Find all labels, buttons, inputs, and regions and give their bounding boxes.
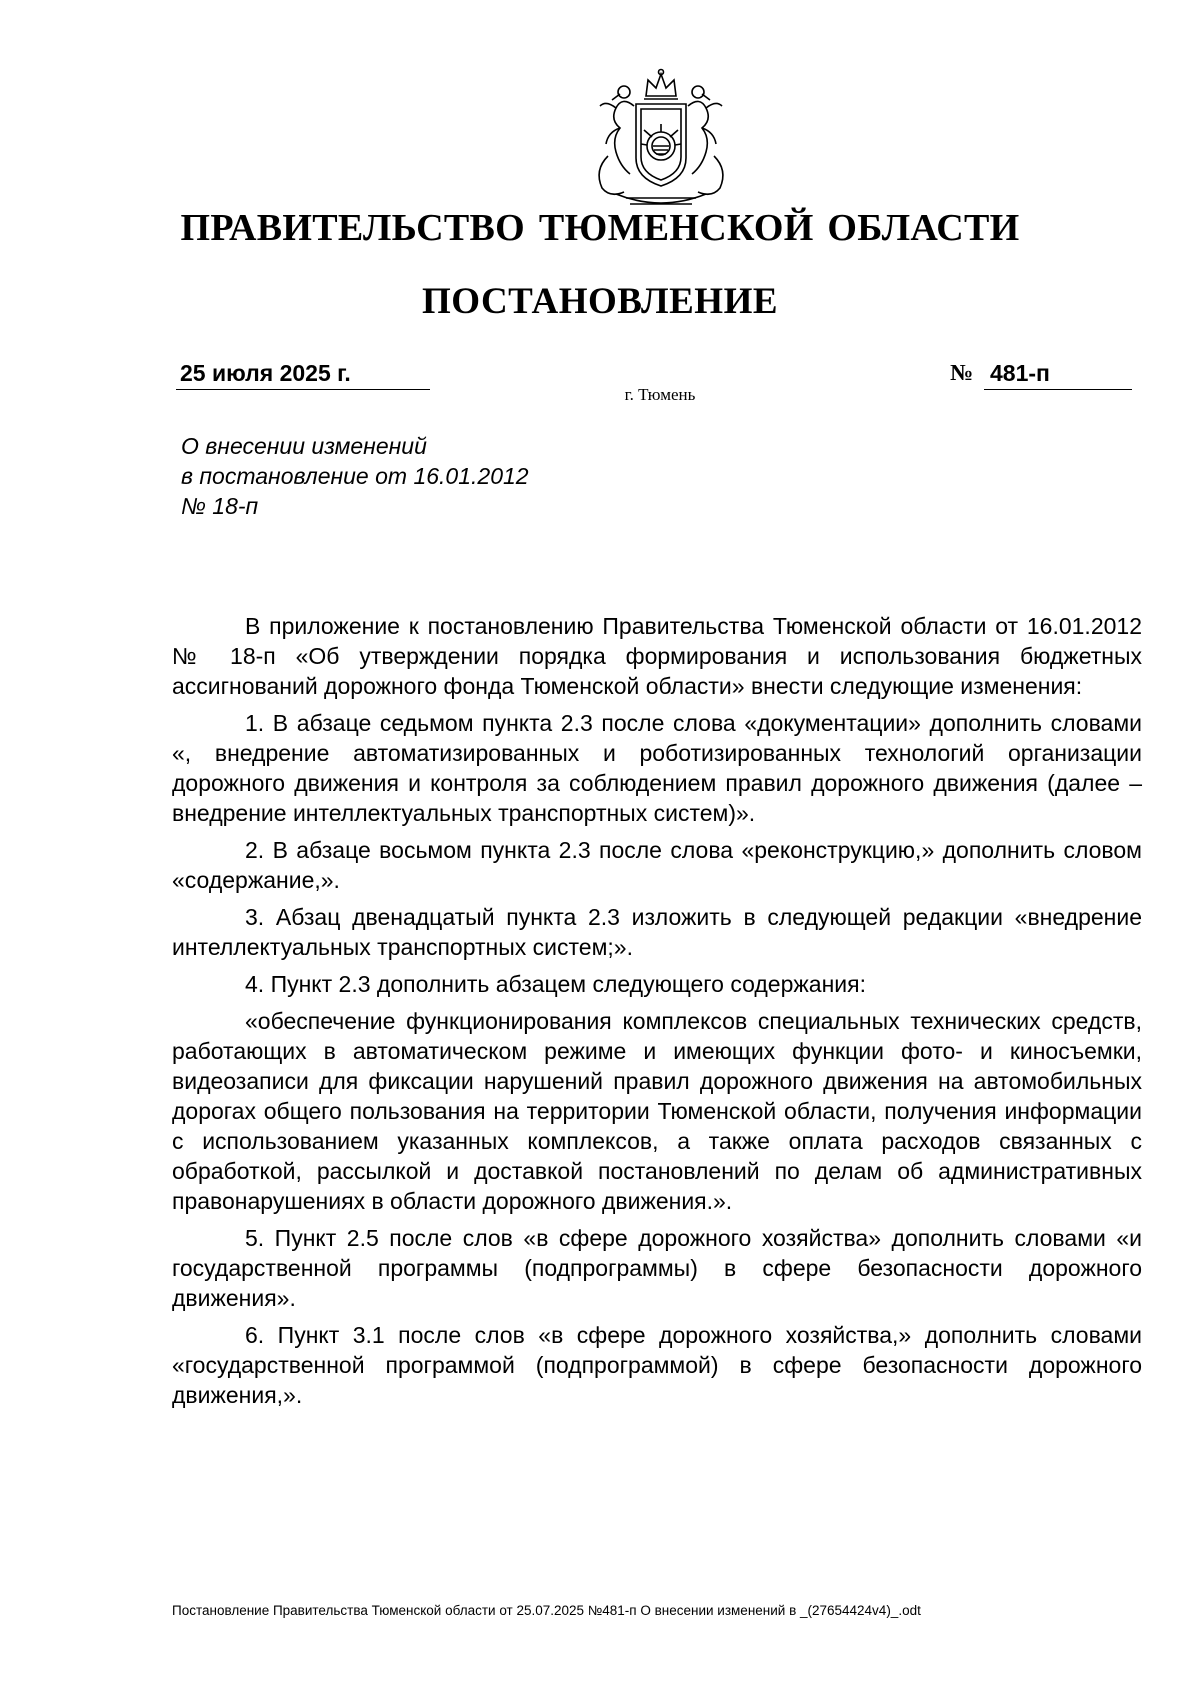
government-title: ПРАВИТЕЛЬСТВО ТЮМЕНСКОЙ ОБЛАСТИ: [180, 207, 1020, 249]
document-city: г. Тюмень: [624, 385, 696, 404]
document-body: [172, 611, 1142, 1417]
number-sign: №: [950, 360, 974, 385]
amendment-item-5: 5. Пункт 2.5 после слов «в сфере дорожного хозяйства» дополнить словами «и государственной программы (подпрограммы) в сфере безопасности дорожного движения».: [172, 1225, 1142, 1311]
subject-line: № 18-п: [181, 493, 259, 519]
document-number: 481-п: [984, 358, 1132, 390]
footer-filename: Постановление Правительства Тюменской области от 25.07.2025 №481-п О внесении изменений в _(27654424v4)_.odt: [172, 1603, 921, 1618]
subject-line: в постановление от 16.01.2012: [181, 463, 529, 489]
subject-line: О внесении изменений: [181, 433, 427, 459]
document-type-title: ПОСТАНОВЛЕНИЕ: [421, 281, 779, 322]
document-date: 25 июля 2025 г.: [176, 358, 430, 390]
intro-paragraph: В приложение к постановлению Правительства Тюменской области от 16.01.2012 № 18-п «Об утверждении порядка формирования и использования бюджетных ассигнований дорожного фонда Тюменской области» внести следующие изменения:: [172, 613, 1142, 699]
amendment-item-4-quote: «обеспечение функционирования комплексов специальных технических средств, работающих в автоматическом режиме и имеющих функции фото- и киносъемки, видеозаписи для фиксации нарушений правил дорожного движения на автомобильных дорогах общего пользования на территории Тюменской области, получения информации с использованием указанных комплексов, а также оплата расходов связанных с обработкой, рассылкой и доставкой постановлений по делам об административных правонарушениях в области дорожного движения.».: [172, 1008, 1142, 1214]
amendment-item-1: 1. В абзаце седьмом пункта 2.3 после слова «документации» дополнить словами «, внедрение автоматизированных и роботизированных технологий организации дорожного движения и контроля за соблюдением правил дорожного движения (далее – внедрение интеллектуальных транспортных систем)».: [172, 710, 1142, 826]
document-subject: [181, 431, 681, 521]
amendment-item-6: 6. Пункт 3.1 после слов «в сфере дорожного хозяйства,» дополнить словами «государственной программой (подпрограммой) в сфере безопасности дорожного движения,».: [172, 1322, 1142, 1408]
amendment-item-4: 4. Пункт 2.3 дополнить абзацем следующего содержания:: [245, 971, 866, 997]
tyumen-oblast-coat-of-arms-icon: [586, 66, 736, 214]
amendment-item-3: 3. Абзац двенадцатый пункта 2.3 изложить в следующей редакции «внедрение интеллектуальных транспортных систем;».: [172, 904, 1142, 960]
amendment-item-2: 2. В абзаце восьмом пункта 2.3 после слова «реконструкцию,» дополнить словом «содержание,».: [172, 837, 1142, 893]
